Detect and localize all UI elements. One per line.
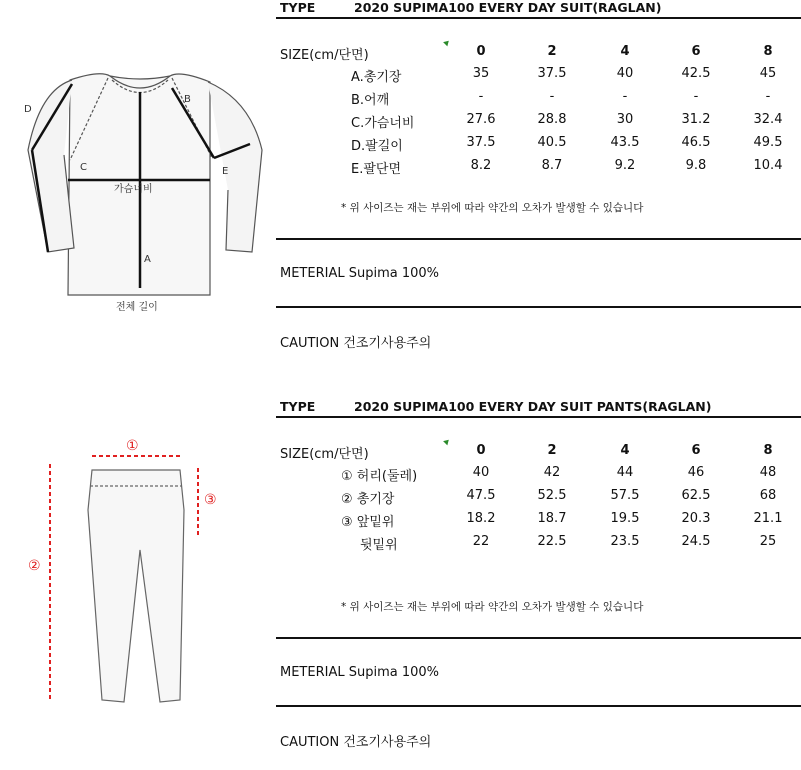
bottom-size-col-1: 2 xyxy=(547,443,557,458)
top-table-cell: 49.5 xyxy=(753,135,783,150)
shirt-length-label: 전체 길이 xyxy=(116,302,158,313)
top-table-cell: 42.5 xyxy=(681,66,711,81)
bottom-table-cell: 24.5 xyxy=(681,534,711,549)
bottom-size-col-0: 0 xyxy=(476,443,486,458)
bottom-table-cell: 23.5 xyxy=(610,534,640,549)
bottom-table-cell: 22.5 xyxy=(537,534,567,549)
bottom-row-label: ③ 앞밑위 xyxy=(341,515,395,530)
bottom-table-cell: 40 xyxy=(472,465,490,480)
top-table-cell: 40 xyxy=(616,66,634,81)
top-row-label: D.팔길이 xyxy=(351,139,403,154)
bottom-type-label: TYPE xyxy=(280,399,316,414)
bottom-table-cell: 18.2 xyxy=(466,511,496,526)
top-row-label: E.팔단면 xyxy=(351,162,402,177)
top-size-col-4: 8 xyxy=(763,44,773,59)
bottom-table-cell: 62.5 xyxy=(681,488,711,503)
shirt-chest-label: 가슴너비 xyxy=(114,184,153,195)
top-table-cell: 8.7 xyxy=(541,158,563,173)
bottom-size-col-2: 4 xyxy=(620,443,630,458)
top-table-cell: 32.4 xyxy=(753,112,783,127)
bottom-table-cell: 21.1 xyxy=(753,511,783,526)
shirt-mark-e: E xyxy=(222,166,229,177)
bottom-table-cell: 25 xyxy=(759,534,777,549)
top-size-col-0: 0 xyxy=(476,44,486,59)
top-divider-1 xyxy=(276,238,801,240)
bottom-table-cell: 42 xyxy=(543,465,561,480)
top-table-cell: 28.8 xyxy=(537,112,567,127)
top-table-cell: 40.5 xyxy=(537,135,567,150)
top-caution: CAUTION 건조기사용주의 xyxy=(280,336,432,351)
bottom-table-cell: 22 xyxy=(472,534,490,549)
bottom-size-label: SIZE(cm/단면) xyxy=(280,447,369,462)
bottom-row-label: ② 총기장 xyxy=(341,492,395,507)
bottom-green-mark xyxy=(443,438,451,446)
top-divider-2 xyxy=(276,306,801,308)
bottom-caution: CAUTION 건조기사용주의 xyxy=(280,735,432,750)
top-table-cell: 27.6 xyxy=(466,112,496,127)
top-table-cell: - xyxy=(622,89,628,104)
pants-mark-2: ② xyxy=(28,558,41,574)
top-size-col-2: 4 xyxy=(620,44,630,59)
bottom-row-label: ① 허리(둘레) xyxy=(341,469,418,484)
shirt-mark-a: A xyxy=(144,254,151,265)
shirt-mark-c: C xyxy=(80,162,87,173)
shirt-diagram xyxy=(0,40,275,330)
top-table-cell: 37.5 xyxy=(466,135,496,150)
pants-diagram xyxy=(0,430,275,720)
top-size-col-3: 6 xyxy=(691,44,701,59)
top-size-label: SIZE(cm/단면) xyxy=(280,48,369,63)
shirt-mark-d: D xyxy=(24,104,32,115)
bottom-size-col-4: 8 xyxy=(763,443,773,458)
top-table-cell: 43.5 xyxy=(610,135,640,150)
top-table-cell: 31.2 xyxy=(681,112,711,127)
top-row-label: C.가슴너비 xyxy=(351,116,415,131)
bottom-table-cell: 57.5 xyxy=(610,488,640,503)
bottom-table-cell: 44 xyxy=(616,465,634,480)
bottom-divider-2 xyxy=(276,705,801,707)
top-table-cell: 37.5 xyxy=(537,66,567,81)
bottom-table-cell: 52.5 xyxy=(537,488,567,503)
top-product-title: 2020 SUPIMA100 EVERY DAY SUIT(RAGLAN) xyxy=(354,0,662,15)
top-table-cell: - xyxy=(765,89,771,104)
top-row-label: B.어깨 xyxy=(351,93,390,108)
bottom-table-cell: 47.5 xyxy=(466,488,496,503)
top-table-cell: 46.5 xyxy=(681,135,711,150)
top-header-divider xyxy=(276,17,801,19)
top-table-cell: 9.8 xyxy=(685,158,707,173)
top-table-cell: 10.4 xyxy=(753,158,783,173)
bottom-material: METERIAL Supima 100% xyxy=(280,665,440,680)
top-table-cell: - xyxy=(549,89,555,104)
bottom-table-cell: 46 xyxy=(687,465,705,480)
bottom-table-cell: 48 xyxy=(759,465,777,480)
bottom-table-cell: 19.5 xyxy=(610,511,640,526)
top-green-mark xyxy=(443,39,451,47)
bottom-table-cell: 20.3 xyxy=(681,511,711,526)
top-table-cell: 30 xyxy=(616,112,634,127)
pants-mark-3: ③ xyxy=(204,492,217,508)
shirt-mark-b: B xyxy=(184,94,191,105)
bottom-divider-1 xyxy=(276,637,801,639)
top-table-cell: 8.2 xyxy=(470,158,492,173)
top-note: * 위 사이즈는 재는 부위에 따라 약간의 오차가 발생할 수 있습니다 xyxy=(341,202,644,214)
top-table-cell: 45 xyxy=(759,66,777,81)
pants-mark-1: ① xyxy=(126,438,139,454)
bottom-product-title: 2020 SUPIMA100 EVERY DAY SUIT PANTS(RAGLAN) xyxy=(354,399,712,414)
top-table-cell: 35 xyxy=(472,66,490,81)
top-material: METERIAL Supima 100% xyxy=(280,266,440,281)
top-size-col-1: 2 xyxy=(547,44,557,59)
top-row-label: A.총기장 xyxy=(351,70,402,85)
bottom-table-cell: 68 xyxy=(759,488,777,503)
top-table-cell: - xyxy=(693,89,699,104)
bottom-row-label: 뒷밑위 xyxy=(360,538,398,553)
bottom-note: * 위 사이즈는 재는 부위에 따라 약간의 오차가 발생할 수 있습니다 xyxy=(341,601,644,613)
top-type-label: TYPE xyxy=(280,0,316,15)
top-table-cell: 9.2 xyxy=(614,158,636,173)
bottom-header-divider xyxy=(276,416,801,418)
bottom-size-col-3: 6 xyxy=(691,443,701,458)
bottom-table-cell: 18.7 xyxy=(537,511,567,526)
top-table-cell: - xyxy=(478,89,484,104)
